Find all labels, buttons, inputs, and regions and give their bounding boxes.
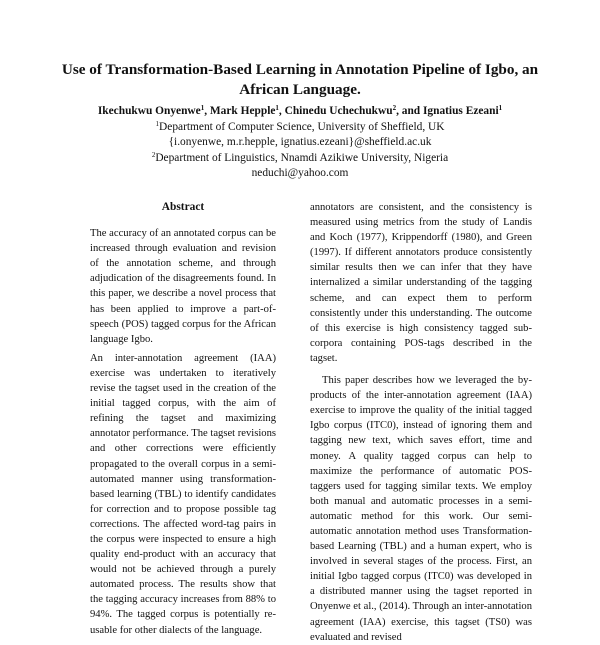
author-separator: , and — [396, 105, 423, 117]
author-name: Ignatius Ezeani — [422, 105, 499, 117]
author-affil-mark: 1 — [275, 104, 279, 112]
author-affil-mark: 1 — [498, 104, 503, 112]
author-affil-mark: 2 — [392, 104, 397, 112]
paper-title: Use of Transformation-Based Learning in Annotation Pipeline of Igbo, an African Language. — [61, 61, 539, 98]
author-block — [30, 104, 570, 182]
author-name: Ikechukwu Onyenwe — [97, 105, 201, 117]
author-separator: , — [278, 105, 285, 117]
affiliation-1-emails: {i.onyenwe, m.r.hepple, ignatius.ezeani}@sheffield.ac.uk — [168, 136, 432, 148]
affiliation-2 — [30, 151, 570, 167]
affiliation-2-email: neduchi@yahoo.com — [251, 167, 349, 179]
affiliation-text: Department of Linguistics, Nnamdi Azikiwe University, Nigeria — [155, 151, 449, 164]
affiliation-1 — [30, 120, 570, 136]
body-column — [310, 200, 532, 645]
author-separator: , — [204, 105, 210, 117]
abstract-column — [90, 200, 276, 638]
affiliation-text: Department of Computer Science, University of Sheffield, UK — [159, 120, 445, 133]
affiliation-mark: 1 — [155, 119, 160, 128]
author-name: Chinedu Uchechukwu — [284, 105, 393, 117]
abstract-paragraph: An inter-annotation agreement (IAA) exercise was undertaken to iteratively revise the tagset used in the creation of the initial tagged corpus, with the aim of refining the tagset and maximizing annotator performance. The tagset revisions and other corrections were efficiently propagated to the overall corpus in a semi-automated manner using transformation-based learning (TBL) to identify candidates for correction and to propose possible tag corrections. The affected word-tag pairs in the corpus were inspected to ensure a high quality end-product with an accuracy that would not be achieved through a purely automated process. The results show that the tagging accuracy increases from 88% to 94%. The tagged corpus is potentially re-usable for other dialects of the language. — [90, 352, 277, 636]
author-affil-mark: 1 — [200, 104, 205, 112]
body-paragraph: annotators are consistent, and the consistency is measured using metrics from the study of Landis and Koch (1977), Krippendorff (1980), and Green (1997). If different annotators produce consistently similar results then we can infer that they have internalized a similar understanding of the tagging scheme, and can expect them to perform consistently under this understanding. The outcome of this exercise is high consistency tagged sub-corpora containing POS-tags described in the tagset. — [310, 202, 532, 364]
author-names — [30, 104, 570, 120]
body-paragraph: This paper describes how we leveraged the by-products of the inter-annotation agreement (IAA) exercise to improve the quality of the initial tagged Igbo corpus (ITC0), instead of ignoring them and tagging new text, which saves effort, time and money. A quality tagged corpus can help to maximize the performance of automatic POS-taggers used for tagging similar texts. We employ both manual and automatic processes in a semi-automatic method for this work. Our semi-automatic annotation method uses Transformation-based Learning (TBL) and a human expert, who is involved in several stages of the process. First, an initial Igbo tagged corpus (ITC0) was developed in a distributed manner using the tagset reported in Onyenwe et al., (2014). Through an inter-annotation agreement (IAA) exercise, this tagset (TS0) was evaluated and revised — [310, 375, 532, 643]
abstract-heading: Abstract — [161, 201, 205, 213]
abstract-paragraph: The accuracy of an annotated corpus can be increased through evaluation and revision of the annotation scheme, and through adjudication of the disagreements found. In this paper, we describe a novel process that has been applied to improve a part-of-speech (POS) tagged corpus for the African language Igbo. — [90, 228, 276, 345]
affiliation-mark: 2 — [151, 150, 156, 159]
author-name: Mark Hepple — [209, 105, 276, 117]
